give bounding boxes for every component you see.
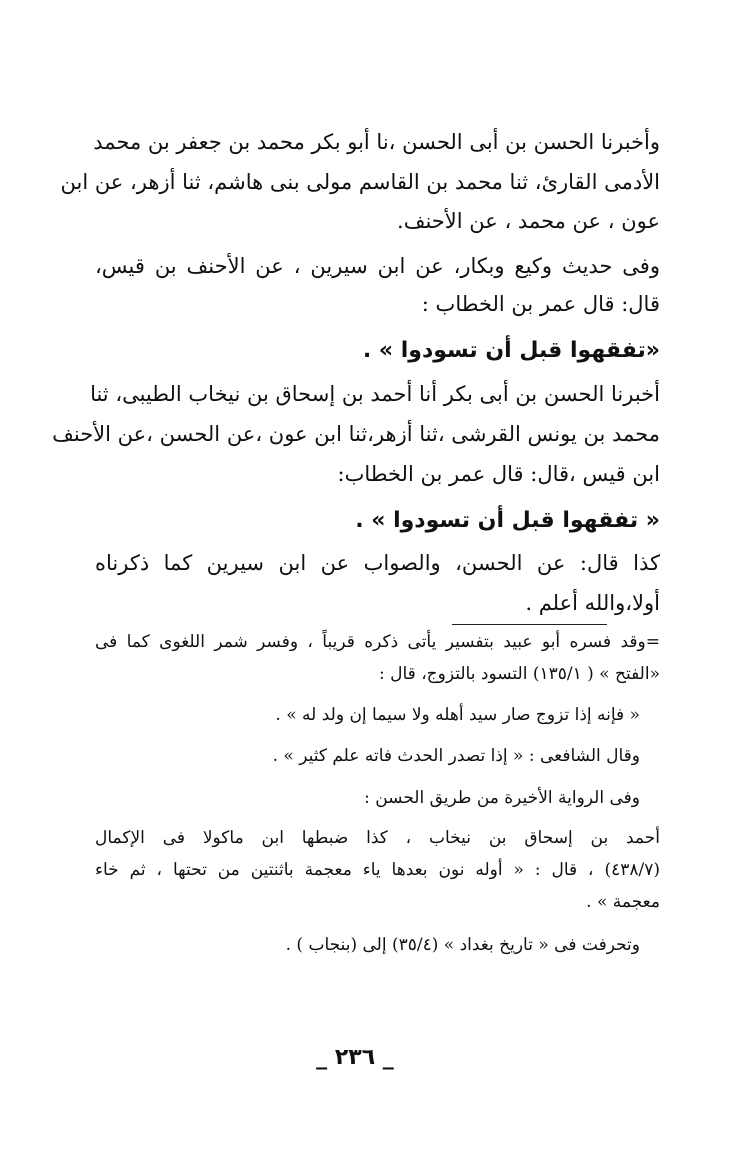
paragraph-3-line-1: أخبرنا الحسن بن أبى بكر أنا أحمد بن إسحاق بن نيخاب الطيبى، ثنا bbox=[90, 382, 660, 406]
footnote-divider bbox=[452, 624, 607, 625]
paragraph-4-line-1: كذا قال: عن الحسن، والصواب عن ابن سيرين كما ذكرناه bbox=[95, 551, 660, 575]
footnote-6: وتحرفت فى « تاريخ بغداد » (٣٥/٤) إلى (بنجاب ) . bbox=[285, 935, 640, 955]
paragraph-2-line-1: وفى حديث وكيع وبكار، عن ابن سيرين ، عن الأحنف بن قيس، bbox=[95, 254, 660, 278]
footnote-1-line-2: «الفتح » ( ١٣٥/١) التسود بالتزوج، قال : bbox=[379, 664, 660, 684]
paragraph-1-line-2: الأدمى القارئ، ثنا محمد بن القاسم مولى بنى هاشم، ثنا أزهر، عن ابن bbox=[60, 170, 660, 194]
paragraph-1-line-1: وأخبرنا الحسن بن أبى الحسن ،نا أبو بكر محمد بن جعفر بن محمد bbox=[93, 130, 660, 154]
paragraph-3-line-2: محمد بن يونس القرشى ،ثنا أزهر،ثنا ابن عون ،عن الحسن ،عن الأحنف bbox=[52, 422, 660, 446]
quote-1: «تفقهوا قبل أن تسودوا » . bbox=[362, 338, 660, 363]
page-number: _ ٢٣٦ _ bbox=[316, 1045, 394, 1070]
footnote-2: « فإنه إذا تزوج صار سيد أهله ولا سيما إن ولد له » . bbox=[275, 705, 640, 725]
paragraph-3-line-3: ابن قيس ،قال: قال عمر بن الخطاب: bbox=[337, 462, 660, 486]
footnote-4: وفى الرواية الأخيرة من طريق الحسن : bbox=[364, 788, 640, 808]
quote-2: « تفقهوا قبل أن تسودوا » . bbox=[355, 508, 660, 533]
footnote-5-line-3: معجمة » . bbox=[586, 892, 660, 912]
footnote-5-line-1: أحمد بن إسحاق بن نيخاب ، كذا ضبطها ابن ماكولا فى الإكمال bbox=[95, 828, 660, 848]
footnote-1-line-1: =وقد فسره أبو عبيد بتفسير يأتى ذكره قريباً ، وفسر شمر اللغوى كما فى bbox=[95, 632, 660, 652]
paragraph-2-line-2: قال: قال عمر بن الخطاب : bbox=[421, 292, 660, 316]
footnote-5-line-2: (٤٣٨/٧) ، قال : « أوله نون بعدها ياء معجمة باثنتين من تحتها ، ثم خاء bbox=[95, 860, 660, 880]
paragraph-1-line-3: عون ، عن محمد ، عن الأحنف. bbox=[397, 209, 660, 233]
footnote-3: وقال الشافعى : « إذا تصدر الحدث فاته علم كثير » . bbox=[272, 746, 640, 766]
paragraph-4-line-2: أولا،والله أعلم . bbox=[525, 591, 660, 615]
